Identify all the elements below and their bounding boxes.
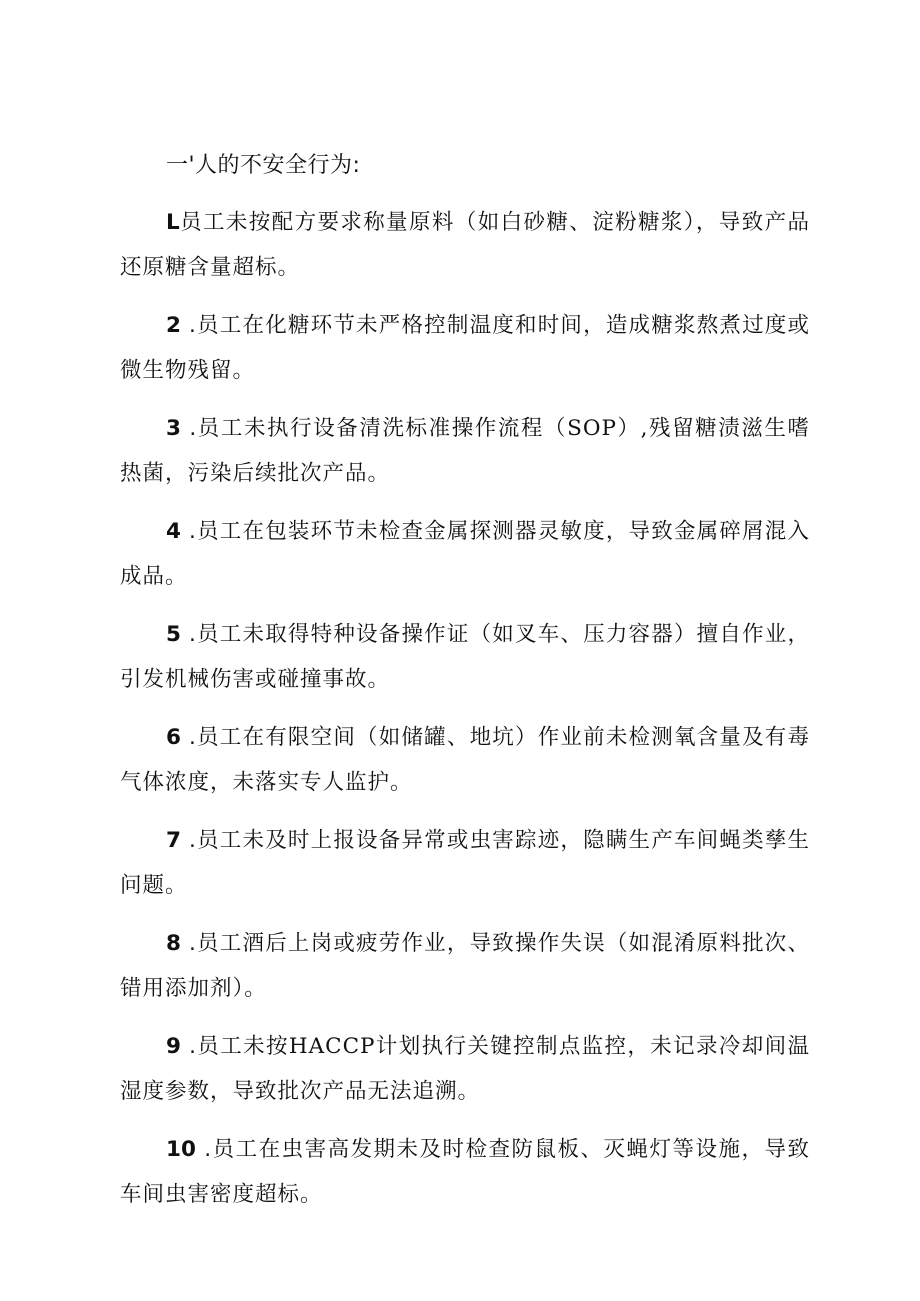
item-number: 6 [166,725,181,750]
item-separator: . [180,622,197,647]
item-number: 3 [166,416,181,441]
item-text: 员工在虫害高发期未及时检查防鼠板、灭蝇灯等设施，导致车间虫害密度超标。 [120,1137,810,1207]
item-separator: . [180,1034,198,1059]
item-separator: . [195,1137,213,1162]
list-item [120,200,810,290]
item-number: 7 [166,828,181,853]
section-heading: 一'人的不安全行为: [166,153,361,178]
item-number: 2 [166,313,181,338]
list-item [120,509,810,599]
item-number: 10 [166,1137,196,1162]
item-number: 9 [166,1034,181,1059]
item-separator: . [180,725,197,750]
list-item [120,406,810,496]
item-text: 员工未执行设备清洗标准操作流程（SOP）,残留糖渍滋生嗜热菌，污染后续批次产品。 [120,416,810,486]
item-number: 4 [166,519,181,544]
item-text: 员工未取得特种设备操作证（如叉车、压力容器）擅自作业，引发机械伤害或碰撞事故。 [120,622,810,692]
item-number: L [166,210,180,235]
list-item [120,715,810,805]
list-item [120,612,810,702]
list-item [120,303,810,393]
item-text: 员工未及时上报设备异常或虫害踪迹，隐瞒生产车间蝇类孳生问题。 [120,828,810,898]
list-item [120,818,810,908]
document-body [120,150,810,1230]
item-text: 员工未按HACCP计划执行关键控制点监控，未记录冷却间温湿度参数，导致批次产品无法追溯。 [120,1034,810,1104]
item-text: 员工酒后上岗或疲劳作业，导致操作失误（如混淆原料批次、错用添加剂）。 [120,931,810,1001]
item-number: 8 [166,931,181,956]
item-separator: . [180,519,197,544]
item-text: 员工在有限空间（如储罐、地坑）作业前未检测氧含量及有毒气体浓度，未落实专人监护。 [120,725,810,795]
item-separator: . [180,931,197,956]
list-item [120,1024,810,1114]
item-separator: . [180,828,197,853]
item-separator: . [180,416,198,441]
item-separator: . [180,313,197,338]
list-item [120,921,810,1011]
list-item [120,1127,810,1217]
item-text: 员工未按配方要求称量原料（如白砂糖、淀粉糖浆），导致产品还原糖含量超标。 [120,210,810,280]
item-text: 员工在化糖环节未严格控制温度和时间，造成糖浆熬煮过度或微生物残留。 [120,313,810,383]
item-text: 员工在包装环节未检查金属探测器灵敏度，导致金属碎屑混入成品。 [120,519,810,589]
item-number: 5 [166,622,181,647]
